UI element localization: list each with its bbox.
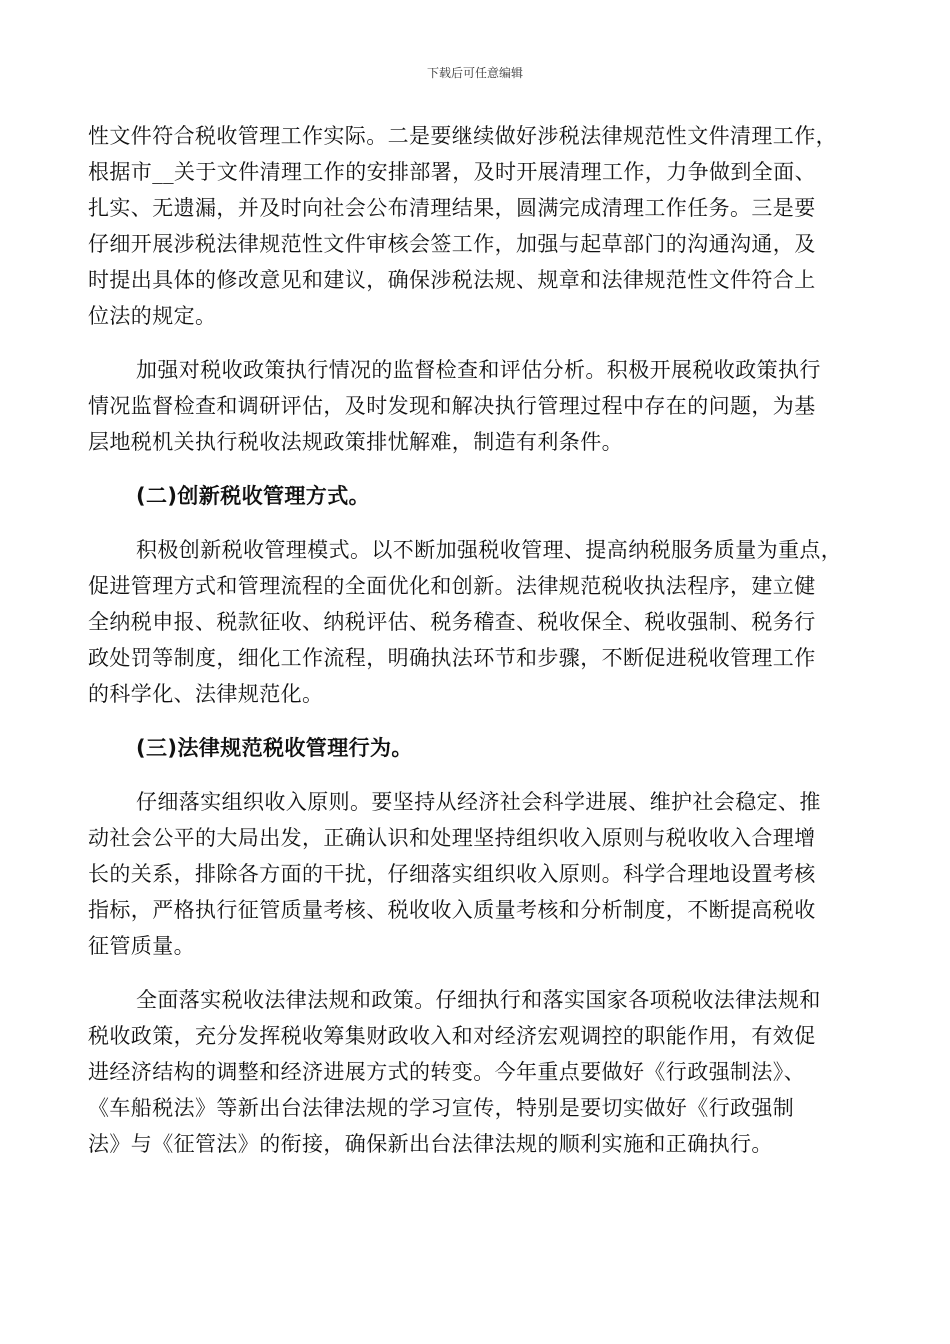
paragraph bbox=[88, 352, 858, 460]
text-line: 性文件符合税收管理工作实际。二是要继续做好涉税法律规范性文件清理工作， bbox=[88, 124, 837, 148]
text-line: 指标，严格执行征管质量考核、税收收入质量考核和分析制度，不断提高税收 bbox=[88, 898, 816, 922]
text-line: 情况监督检查和调研评估，及时发现和解决执行管理过程中存在的问题，为基 bbox=[88, 394, 816, 418]
document-body bbox=[88, 118, 858, 1162]
text-line: 仔细开展涉税法律规范性文件审核会签工作，加强与起草部门的沟通沟通，及 bbox=[88, 232, 816, 256]
text-line: 仔细落实组织收入原则。要坚持从经济社会科学进展、维护社会稳定、推 bbox=[136, 790, 821, 814]
text-line: 长的关系，排除各方面的干扰，仔细落实组织收入原则。科学合理地设置考核 bbox=[88, 862, 816, 886]
text-line: 《车船税法》等新出台法律法规的学习宣传，特别是要切实做好《行政强制 bbox=[88, 1096, 795, 1120]
text-line: 积极创新税收管理模式。以不断加强税收管理、提高纳税服务质量为重点， bbox=[136, 538, 843, 562]
paragraph bbox=[88, 982, 858, 1162]
text-line: 进经济结构的调整和经济进展方式的转变。今年重点要做好《行政强制法》、 bbox=[88, 1060, 806, 1084]
paragraph-gap bbox=[88, 766, 858, 784]
text-line: 政处罚等制度，细化工作流程，明确执法环节和步骤，不断促进税收管理工作 bbox=[88, 646, 816, 670]
paragraph-gap bbox=[88, 514, 858, 532]
text-line: 时提出具体的修改意见和建议，确保涉税法规、规章和法律规范性文件符合上 bbox=[88, 268, 816, 292]
paragraph-gap bbox=[88, 964, 858, 982]
text-line: 全面落实税收法律法规和政策。仔细执行和落实国家各项税收法律法规和 bbox=[136, 988, 821, 1012]
text-line: 加强对税收政策执行情况的监督检查和评估分析。积极开展税收政策执行 bbox=[136, 358, 821, 382]
text-line: 的科学化、法律规范化。 bbox=[88, 682, 324, 706]
section-heading bbox=[88, 730, 858, 766]
text-line: 扎实、无遗漏，并及时向社会公布清理结果，圆满完成清理工作任务。三是要 bbox=[88, 196, 816, 220]
text-line: 征管质量。 bbox=[88, 934, 195, 958]
text-line: 层地税机关执行税收法规政策排忧解难，制造有利条件。 bbox=[88, 430, 623, 454]
page-header: 下载后可任意编辑 bbox=[426, 66, 523, 80]
paragraph-gap bbox=[88, 712, 858, 730]
paragraph bbox=[88, 532, 858, 712]
paragraph-gap bbox=[88, 460, 858, 478]
section-heading bbox=[88, 478, 858, 514]
heading-text: (三)法律规范税收管理行为。 bbox=[136, 736, 413, 760]
text-line: 促进管理方式和管理流程的全面优化和创新。法律规范税收执法程序，建立健 bbox=[88, 574, 816, 598]
text-line: 法》与《征管法》的衔接，确保新出台法律法规的顺利实施和正确执行。 bbox=[88, 1132, 773, 1156]
paragraph-gap bbox=[88, 334, 858, 352]
paragraph bbox=[88, 784, 858, 964]
paragraph bbox=[88, 118, 858, 334]
text-line: 动社会公平的大局出发，正确认识和处理坚持组织收入原则与税收收入合理增 bbox=[88, 826, 816, 850]
heading-text: (二)创新税收管理方式。 bbox=[136, 484, 370, 508]
text-line: 全纳税申报、税款征收、纳税评估、税务稽查、税收保全、税收强制、税务行 bbox=[88, 610, 816, 634]
text-line: 税收政策，充分发挥税收筹集财政收入和对经济宏观调控的职能作用，有效促 bbox=[88, 1024, 816, 1048]
text-line: 根据市__关于文件清理工作的安排部署，及时开展清理工作，力争做到全面、 bbox=[88, 160, 816, 184]
text-line: 位法的规定。 bbox=[88, 304, 217, 328]
